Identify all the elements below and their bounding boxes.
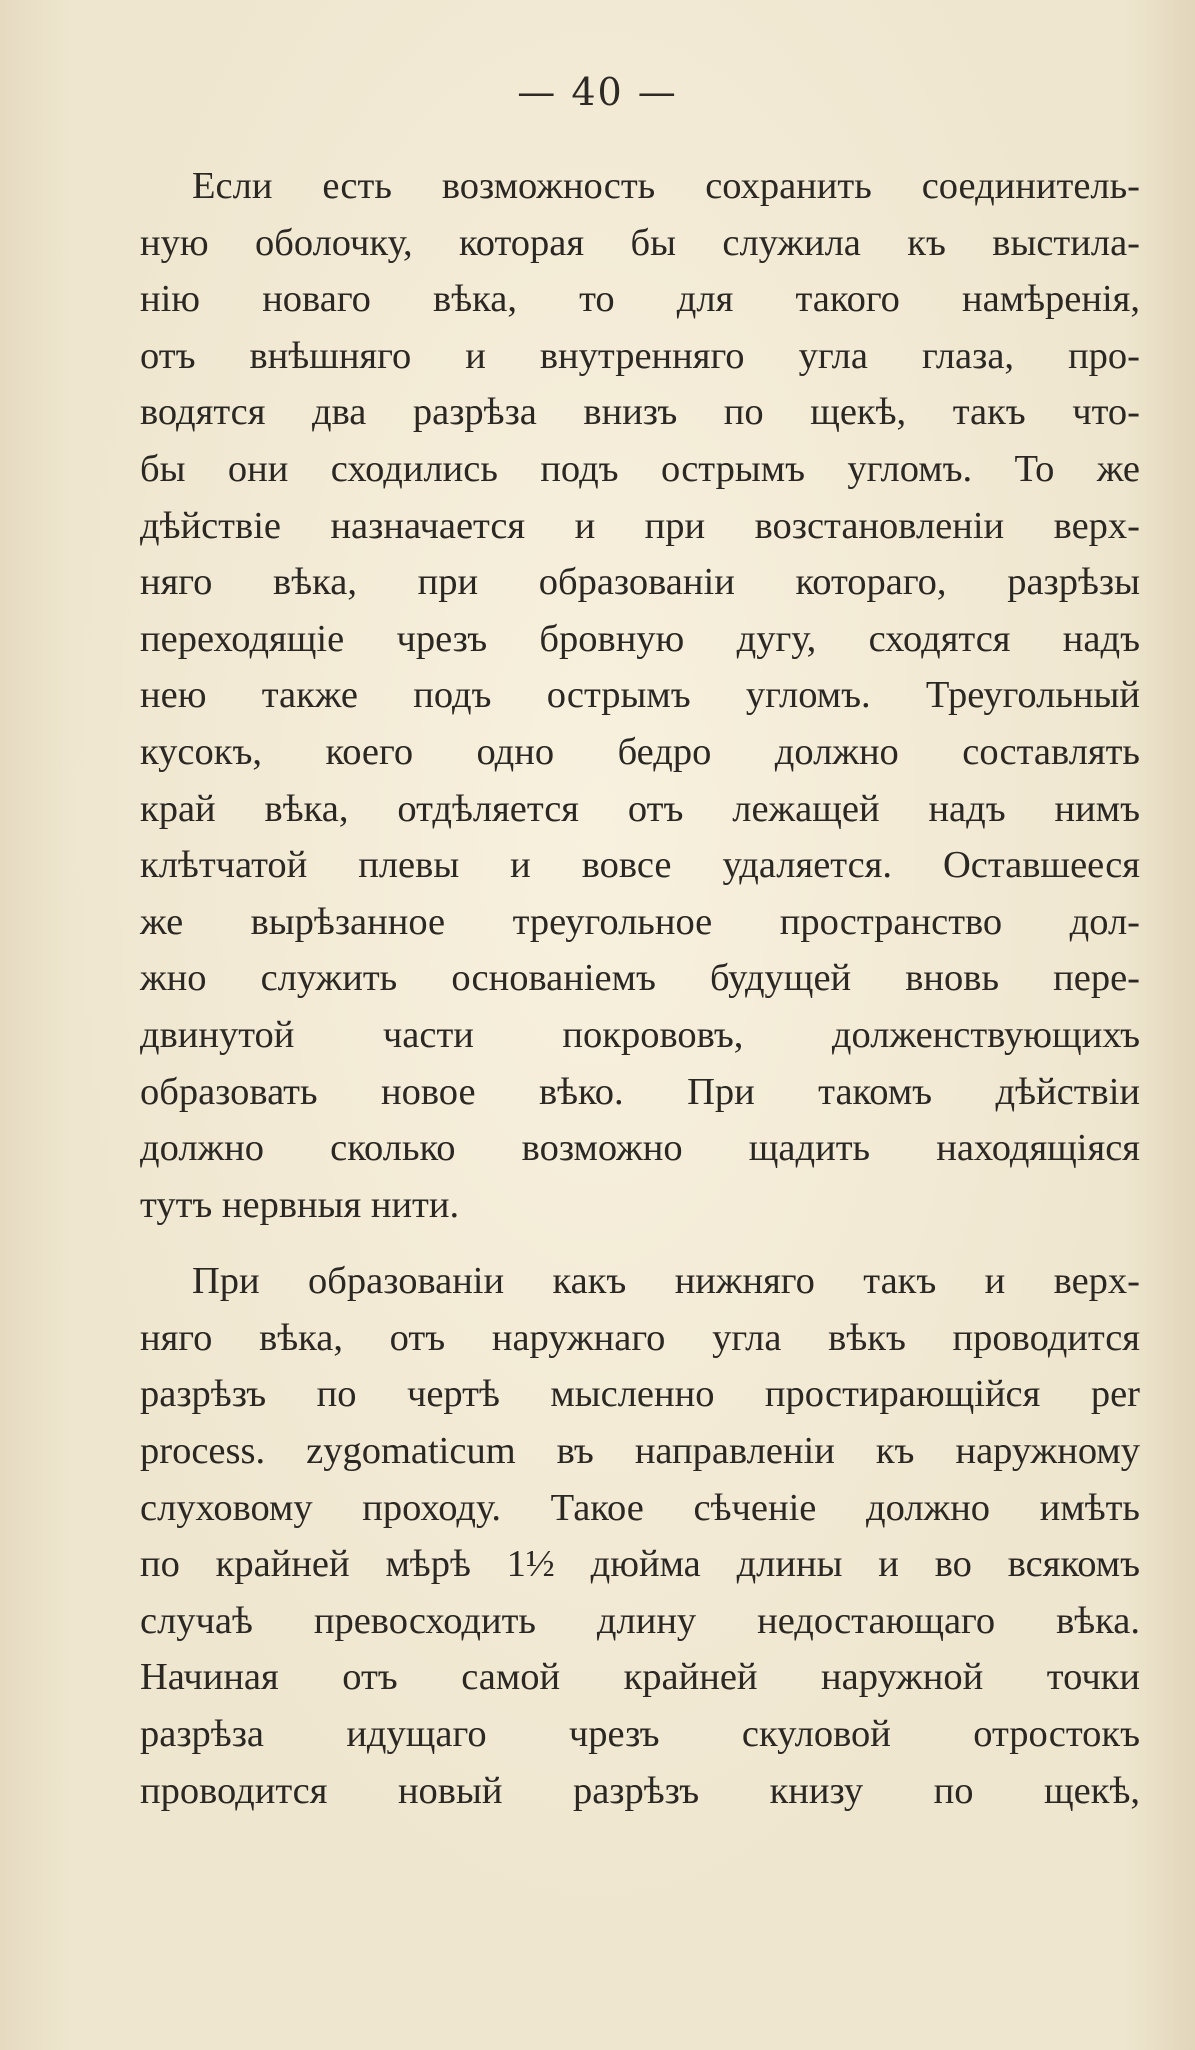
text-line: образовать новое вѣко. При такомъ дѣйствіи bbox=[140, 1070, 1140, 1113]
text-line: тутъ нервныя нити. bbox=[140, 1183, 460, 1226]
text-line: клѣтчатой плевы и вовсе удаляется. Оставшееся bbox=[140, 844, 1140, 887]
text-line: дѣйствіе назначается и при возстановленіи верх- bbox=[140, 504, 1140, 547]
text-line: слуховому проходу. Такое сѣченіе должно имѣть bbox=[140, 1486, 1140, 1529]
text-line: двинутой части покрововъ, долженствующихъ bbox=[140, 1013, 1140, 1056]
text-line: нею также подъ острымъ угломъ. Треугольный bbox=[140, 674, 1140, 717]
page-number: — 40 — bbox=[517, 70, 678, 114]
text-line: Если есть возможность сохранить соединитель- bbox=[192, 165, 1140, 207]
text-line: должно сколько возможно щадить находящіяся bbox=[140, 1127, 1140, 1170]
text-line: ную оболочку, которая бы служила къ выстила- bbox=[140, 221, 1140, 264]
paragraph-gap bbox=[140, 1233, 1140, 1253]
text-line: же вырѣзанное треугольное пространство дол- bbox=[140, 900, 1140, 943]
text-line: няго вѣка, отъ наружнаго угла вѣкъ проводится bbox=[140, 1316, 1140, 1359]
body-text bbox=[140, 158, 1140, 1819]
text-line: разрѣза идущаго чрезъ скуловой отростокъ bbox=[140, 1713, 1140, 1756]
text-line: по крайней мѣрѣ 1½ дюйма длины и во всякомъ bbox=[140, 1543, 1140, 1586]
text-line: проводится новый разрѣзъ книзу по щекѣ, bbox=[140, 1769, 1140, 1812]
text-line: жно служить основаніемъ будущей вновь пере- bbox=[140, 957, 1140, 1000]
text-line: кусокъ, коего одно бедро должно составлять bbox=[140, 730, 1140, 773]
text-line: край вѣка, отдѣляется отъ лежащей надъ нимъ bbox=[140, 787, 1140, 830]
text-line: process. zygomaticum въ направленіи къ наружному bbox=[140, 1430, 1140, 1473]
text-line: бы они сходились подъ острымъ угломъ. То же bbox=[140, 447, 1140, 490]
text-line: При образованіи какъ нижняго такъ и верх- bbox=[192, 1260, 1140, 1303]
text-line: случаѣ превосходить длину недостающаго вѣка. bbox=[140, 1599, 1140, 1642]
text-line: отъ внѣшняго и внутренняго угла глаза, про- bbox=[140, 334, 1140, 377]
text-line: водятся два разрѣза внизъ по щекѣ, такъ что- bbox=[140, 391, 1140, 434]
text-line: Начиная отъ самой крайней наружной точки bbox=[140, 1656, 1140, 1699]
text-line: переходящіе чрезъ бровную дугу, сходятся надъ bbox=[140, 617, 1140, 660]
text-line: разрѣзъ по чертѣ мысленно простирающійся per bbox=[140, 1373, 1140, 1416]
text-line: няго вѣка, при образованіи котораго, разрѣзы bbox=[140, 561, 1140, 604]
paragraph-1 bbox=[140, 158, 1140, 1233]
text-line: нію новаго вѣка, то для такого намѣренія, bbox=[140, 278, 1140, 321]
paragraph-2 bbox=[140, 1253, 1140, 1819]
